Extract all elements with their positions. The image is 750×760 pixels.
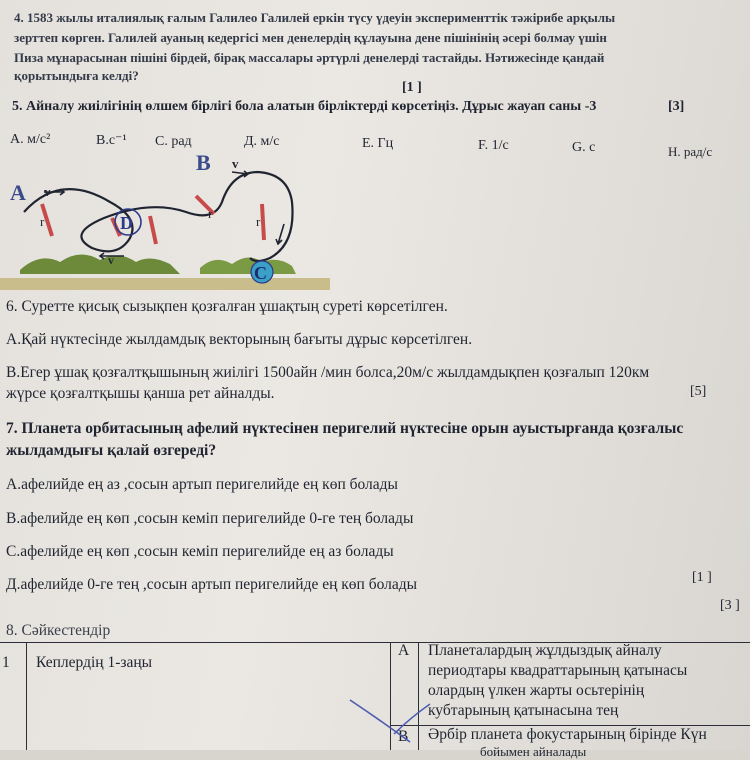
- point-a-label: A: [10, 180, 26, 205]
- q8-right-b-line-2: бойымен айналады: [480, 744, 587, 759]
- q8-title: 8. Сәйкестендір: [6, 622, 111, 639]
- q4-line-4: қорытындыға келді?: [14, 68, 139, 83]
- q7-option-b: В.афелийде ең көп ,сосын кеміп перигелийде 0-ге тең болады: [6, 510, 414, 527]
- radius-label-2: r: [208, 206, 213, 221]
- point-c-label: C: [254, 263, 267, 283]
- q8-right-a-line-1: Планеталардың жұлдыздық айналу: [428, 642, 662, 659]
- q8-letter-a: A: [398, 642, 410, 659]
- q6-intro: 6. Суретте қисық сызықпен қозғалған ұшақтың суреті көрсетілген.: [6, 298, 448, 315]
- velocity-d-label: v: [108, 253, 114, 267]
- q8-right-a-line-4: кубтарының қатынасына тең: [428, 702, 619, 719]
- q8-right-a-line-3: олардың үлкен жарты осьтерінің: [428, 682, 645, 699]
- q8-right-b-line-1: Әрбір планета фокустарының бірінде Күн: [428, 726, 707, 743]
- q5-option-f: F. 1/с: [478, 138, 509, 153]
- q7-option-d: Д.афелийде 0-ге тең ,сосын артып перигелийде ең көп болады: [6, 576, 418, 593]
- q7-option-c: С.афелийде ең көп ,сосын кеміп перигелийде ең аз болады: [6, 543, 394, 560]
- q7-mark-1: [1 ]: [692, 570, 712, 585]
- point-b-label: B: [196, 152, 211, 175]
- q6-part-b-line-1: В.Егер ұшақ қозғалтқышының жиілігі 1500айн /мин болса,20м/с жылдамдықпен қозғалып 120км: [6, 364, 650, 381]
- q6-part-a: А.Қай нүктесінде жылдамдық векторының бағыты дұрыс көрсетілген.: [6, 331, 473, 348]
- q4-line-1: 4. 1583 жылы италиялық ғалым Галилео Галилей еркін түсу үдеуін эксперименттік тәжірибе арқылы: [14, 10, 616, 25]
- q5-option-c: C. рад: [155, 134, 192, 149]
- q6-part-b-line-2: жүрсе қозғалтқышы қанша рет айналды.: [6, 385, 275, 402]
- velocity-a-label: v: [44, 184, 51, 199]
- q4-line-2: зерттеп көрген. Галилей ауаның кедергісі мен денелердің құлауына дене пішінінің әсері болмау үшін: [14, 30, 607, 45]
- q5-option-d: Д. м/с: [244, 134, 280, 149]
- q4-line-3: Пиза мұнарасынан пішіні бірдей, бірақ массалары әртүрлі денелерді тастайды. Нәтижесінде қандай: [14, 50, 605, 65]
- q6-mark: [5]: [690, 384, 707, 399]
- q8-letter-b: B: [398, 728, 409, 745]
- q5-option-e: E. Гц: [362, 136, 394, 151]
- trajectory-diagram: [0, 152, 330, 290]
- q5-option-h: H. рад/с: [668, 144, 713, 159]
- q8-left-item-1: Кеплердің 1-заңы: [36, 654, 153, 671]
- q4-mark: [1 ]: [402, 80, 422, 95]
- q8-row-number: 1: [2, 654, 10, 671]
- q5-option-g: G. с: [572, 140, 596, 155]
- q7-line-1: 7. Планета орбитасының афелий нүктесінен перигелий нүктесіне орын ауыстырғанда қозғалыс: [6, 420, 684, 437]
- radius-label-1: r: [40, 214, 45, 229]
- handwritten-match-line: [340, 690, 460, 750]
- q5-text: 5. Айналу жиілігінің өлшем бірлігі бола алатын бірліктерді көрсетіңіз. Дұрыс жауап саны -3: [12, 99, 597, 114]
- radius-arrows: [42, 196, 264, 244]
- q7-mark-2: [3 ]: [720, 598, 740, 613]
- q7-line-2: жылдамдығы қалай өзгереді?: [6, 442, 217, 459]
- velocity-b-label: v: [232, 156, 239, 171]
- trajectory-curve: [24, 172, 293, 261]
- ground-trees: [0, 254, 330, 290]
- q5-option-a: A. м/с²: [10, 132, 51, 147]
- point-d-label: D: [120, 213, 133, 233]
- radius-label-3: r: [256, 214, 261, 229]
- q5-option-b: B.с⁻¹: [96, 133, 127, 148]
- q7-option-a: А.афелийде ең аз ,сосын артып перигелийде ең көп болады: [6, 476, 398, 493]
- q5-mark: [3]: [668, 99, 685, 114]
- q8-right-a-line-2: периодтары квадраттарының қатынасы: [428, 662, 688, 679]
- velocity-arrows: [44, 171, 284, 259]
- table-col-divider-1: [26, 642, 27, 750]
